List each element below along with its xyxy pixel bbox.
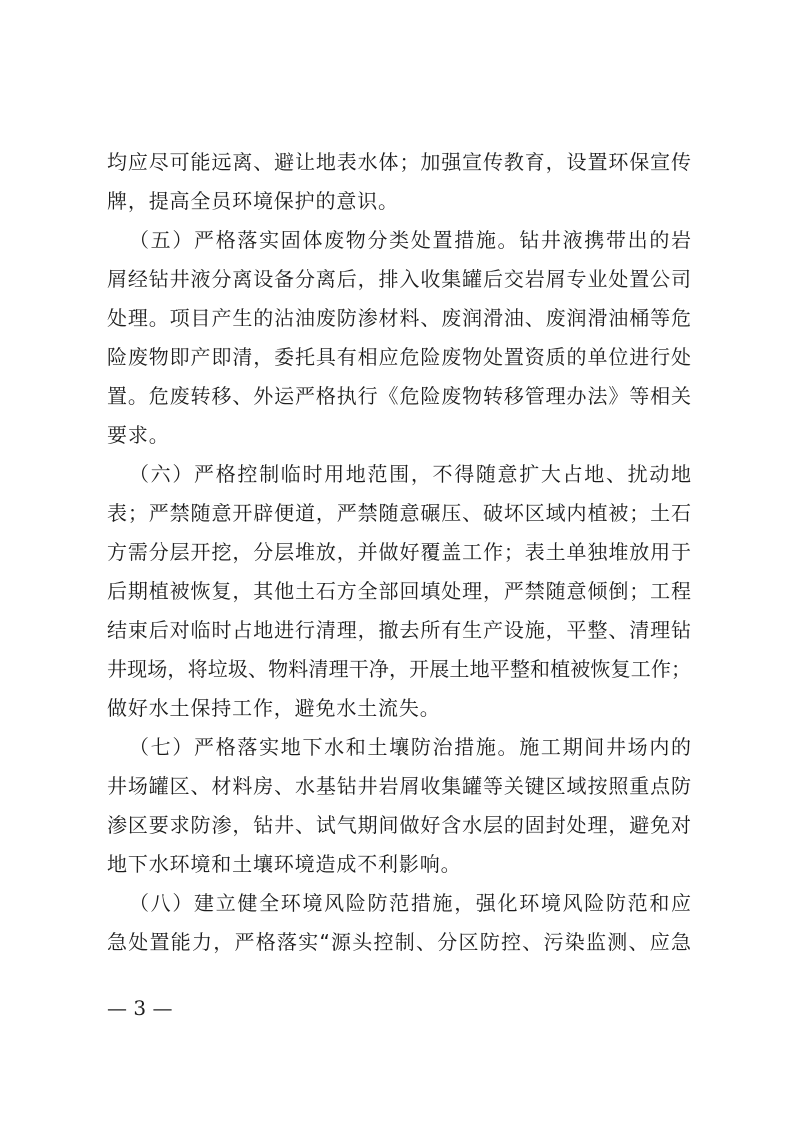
paragraph-line: 渗区要求防渗，钻井、试气期间做好含水层的固封处理，避免对 [107, 813, 691, 837]
paragraph-line: 牌，提高全员环境保护的意识。 [107, 189, 399, 213]
paragraph-line: 地下水环境和土壤环境造成不利影响。 [107, 852, 462, 876]
paragraph-item-7 [107, 728, 691, 884]
paragraph-item-6 [107, 455, 691, 728]
paragraph-line: 要求。 [107, 423, 170, 447]
paragraph-line: 急处置能力，严格落实“源头控制、分区防控、污染监测、应急 [107, 930, 691, 954]
paragraph-line: （五）严格落实固体废物分类处置措施。钻井液携带出的岩 [129, 228, 691, 252]
paragraph-line: 井场罐区、材料房、水基钻井岩屑收集罐等关键区域按照重点防 [107, 774, 691, 798]
paragraph-line: 后期植被恢复，其他土石方全部回填处理，严禁随意倾倒；工程 [107, 579, 691, 603]
paragraph-line: 均应尽可能远离、避让地表水体；加强宣传教育，设置环保宣传 [107, 150, 691, 174]
paragraph-line: （七）严格落实地下水和土壤防治措施。施工期间井场内的 [129, 735, 691, 759]
paragraph-line: （八）建立健全环境风险防范措施，强化环境风险防范和应 [129, 891, 691, 915]
paragraph-line: 做好水土保持工作，避免水土流失。 [107, 696, 441, 720]
paragraph-line: （六）严格控制临时用地范围，不得随意扩大占地、扰动地 [129, 462, 691, 486]
paragraph-line: 屑经钻井液分离设备分离后，排入收集罐后交岩屑专业处置公司 [107, 267, 691, 291]
paragraph-continued [107, 143, 691, 221]
paragraph-line: 井现场，将垃圾、物料清理干净，开展土地平整和植被恢复工作； [107, 657, 691, 681]
paragraph-item-8 [107, 884, 691, 962]
paragraph-line: 险废物即产即清，委托具有相应危险废物处置资质的单位进行处 [107, 345, 691, 369]
page-number: — 3 — [107, 996, 173, 1020]
paragraph-line: 置。危废转移、外运严格执行《危险废物转移管理办法》等相关 [107, 384, 691, 408]
paragraph-line: 表；严禁随意开辟便道，严禁随意碾压、破坏区域内植被；土石 [107, 501, 691, 525]
paragraph-line: 处理。项目产生的沾油废防渗材料、废润滑油、废润滑油桶等危 [107, 306, 691, 330]
paragraph-line: 方需分层开挖，分层堆放，并做好覆盖工作；表土单独堆放用于 [107, 540, 691, 564]
paragraph-item-5 [107, 221, 691, 455]
document-body [107, 143, 691, 962]
paragraph-line: 结束后对临时占地进行清理，撤去所有生产设施，平整、清理钻 [107, 618, 691, 642]
